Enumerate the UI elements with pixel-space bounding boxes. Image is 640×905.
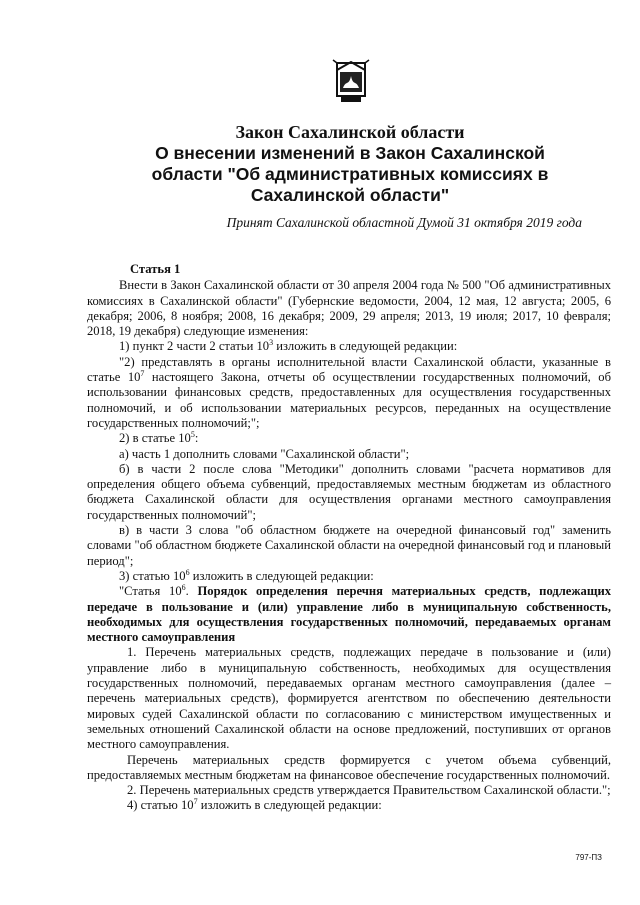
article-heading: Статья 1 bbox=[130, 262, 181, 276]
title-line-3: области "Об административных комиссиях в bbox=[151, 164, 549, 184]
adoption-note: Принят Сахалинской областной Думой 31 октября 2019 года bbox=[226, 215, 582, 230]
document-code: 797-ПЗ bbox=[575, 853, 602, 862]
title-line-4: Сахалинской области" bbox=[250, 185, 450, 205]
title-line-2: О внесении изменений в Закон Сахалинской bbox=[155, 143, 545, 163]
paragraph-10: 1. Перечень материальных средств, подлежащих передаче в пользование и (или) управление либо в муниципальную собственность, необходимых для осуществления государственных полномочий, передаваемых органам местного самоуправления (далее – перечень материальных средств), формируется агентством по обеспечению деятельности мировых судей Сахалинской области по согласованию с министерством имущественных и земельных отношений Сахалинской области на основе предложений, поступивших от органов местного самоуправления. bbox=[87, 645, 611, 752]
paragraph-8: 3) статью $10^6$ изложить в следующей редакции: bbox=[119, 567, 374, 583]
paragraph-4: 2) в статье $10^5$: bbox=[119, 430, 199, 446]
document-body bbox=[87, 262, 611, 814]
paragraph-3: "2) представлять в органы исполнительной власти Сахалинской области, указанные в статье $10^7$ настоящего Закона, отчеты об осуществлении государственных полномочий, об использовании финансовых средств, предоставленных для осуществления государственных полномочий, и об использовании материальных ресурсов, переданных на осуществление государственных полномочий;"; bbox=[87, 354, 612, 430]
paragraph-12: 2. Перечень материальных средств утверждается Правительством Сахалинской области."; bbox=[127, 783, 611, 798]
paragraph-11: Перечень материальных средств формируется с учетом объема субвенций, предоставляемых местным бюджетам на финансовое обеспечение государственных полномочий. bbox=[87, 752, 611, 782]
paragraph-2: 1) пункт 2 части 2 статьи $10^3$ изложить в следующей редакции: bbox=[119, 338, 458, 354]
paragraph-9: "Статья $10^6$. Порядок определения перечня материальных средств, подлежащих передаче в пользование и (или) управление либо в муниципальную собственность, необходимых для осуществления государственных полномочий, передаваемых органам местного самоуправления bbox=[87, 583, 612, 645]
paragraph-13: 4) статью $10^7$ изложить в следующей редакции: bbox=[127, 797, 382, 813]
paragraph-6: б) в части 2 после слова "Методики" дополнить словами "расчета нормативов для определения общего объема субвенций, предоставляемых местным бюджетам из областного бюджета Сахалинской области для осуществления органами местного самоуправления государственных полномочий"; bbox=[87, 461, 611, 522]
coat-of-arms-icon bbox=[331, 58, 371, 106]
paragraph-7: в) в части 3 слова "об областном бюджете на очередной финансовый год" заменить словами "об областном бюджете Сахалинской области на очередной финансовый год и плановый период"; bbox=[87, 523, 611, 568]
paragraph-5: а) часть 1 дополнить словами "Сахалинской области"; bbox=[119, 446, 410, 461]
title-line-1: Закон Сахалинской области bbox=[235, 122, 465, 142]
paragraph-1: Внести в Закон Сахалинской области от 30 апреля 2004 года № 500 "Об административных комиссиях в Сахалинской области" (Губернские ведомости, 2004, 12 мая, 12 августа; 2005, 6 декабря; 2006, 8 ноября; 2008, 16 декабря; 2009, 29 апреля; 2013, 19 июля; 2017, 10 февраля; 2018, 19 декабря) следующие изменения: bbox=[87, 278, 611, 339]
document-title bbox=[100, 122, 600, 206]
